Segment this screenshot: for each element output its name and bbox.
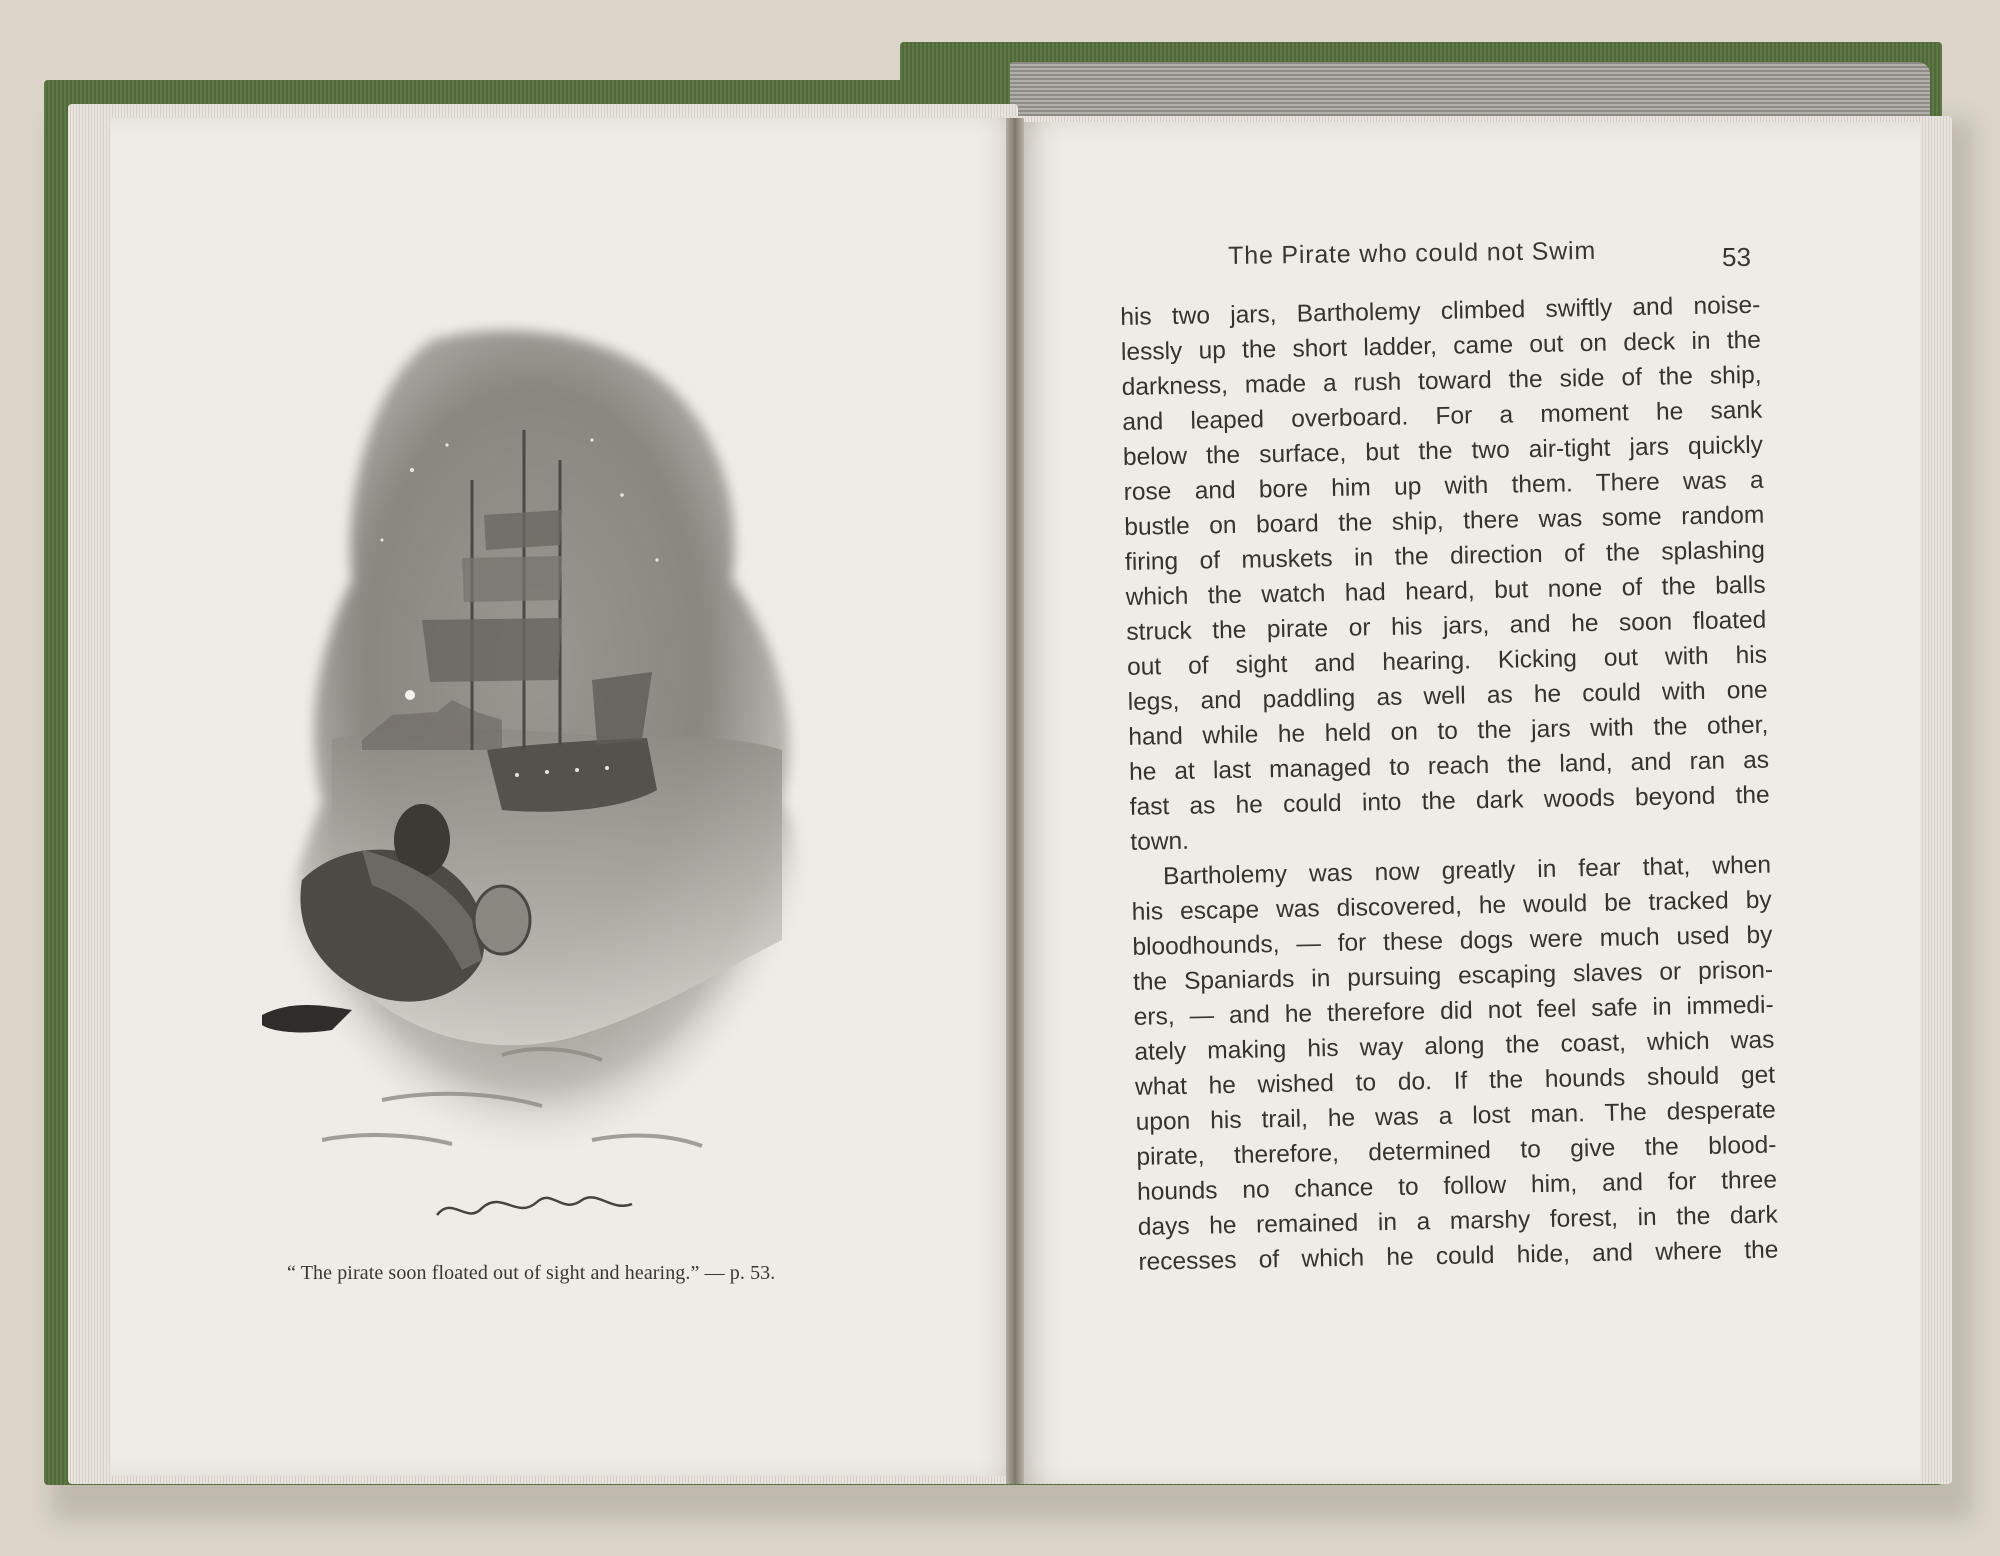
text-line: recesses of which he could hide, and where the bbox=[1138, 1236, 1779, 1276]
text-line: his escape was discovered, he would be tracked by bbox=[1131, 886, 1772, 926]
text-line: and leaped overboard. For a moment he sank bbox=[1122, 396, 1763, 436]
text-line: the Spaniards in pursuing escaping slaves or prison- bbox=[1132, 956, 1774, 996]
page-number: 53 bbox=[1722, 242, 1751, 272]
book-gutter bbox=[1006, 118, 1024, 1484]
text-line: what he wished to do. If the hounds should get bbox=[1134, 1061, 1776, 1101]
text-line: hand while he held on to the jars with the other, bbox=[1128, 711, 1769, 751]
illustration-caption: “ The pirate soon floated out of sight and hearing.” — p. 53. bbox=[287, 1262, 776, 1284]
text-line: struck the pirate or his jars, and he soon floated bbox=[1126, 606, 1767, 646]
text-line: pirate, therefore, determined to give the blood- bbox=[1136, 1131, 1777, 1171]
text-line: hounds no chance to follow him, and for three bbox=[1136, 1166, 1778, 1206]
running-head: The Pirate who could not Swim bbox=[1228, 236, 1597, 270]
paragraph-2 bbox=[1131, 848, 1779, 1280]
page-block-top-edge bbox=[1010, 62, 1930, 120]
text-line: fast as he could into the dark woods beyond the bbox=[1129, 781, 1770, 821]
body-text bbox=[1120, 288, 1779, 1280]
text-line: he at last managed to reach the land, and ran as bbox=[1128, 746, 1770, 786]
text-line: which the watch had heard, but none of the balls bbox=[1125, 571, 1766, 611]
text-line: lessly up the short ladder, came out on deck in the bbox=[1120, 326, 1762, 366]
text-line: his two jars, Bartholemy climbed swiftly and noise- bbox=[1120, 291, 1761, 331]
text-line: bustle on board the ship, there was some random bbox=[1124, 501, 1765, 541]
text-line: town. bbox=[1130, 827, 1190, 856]
text-line: ately making his way along the coast, which was bbox=[1134, 1026, 1775, 1066]
text-line: upon his trail, he was a lost man. The desperate bbox=[1135, 1096, 1776, 1136]
text-line: below the surface, but the two air-tight jars quickly bbox=[1122, 431, 1764, 471]
artist-signature-icon bbox=[437, 1197, 632, 1215]
paragraph-1 bbox=[1120, 288, 1771, 860]
text-line: rose and bore him up with them. There was a bbox=[1123, 466, 1764, 506]
text-line: firing of muskets in the direction of the splashing bbox=[1124, 536, 1766, 576]
text-line: darkness, made a rush toward the side of the ship, bbox=[1121, 361, 1762, 401]
text-line: legs, and paddling as well as he could with one bbox=[1127, 676, 1768, 716]
ship-and-swimmer-illustration-icon bbox=[262, 320, 822, 1256]
text-line: bloodhounds, — for these dogs were much used by bbox=[1132, 921, 1773, 961]
text-line: out of sight and hearing. Kicking out with his bbox=[1126, 641, 1768, 681]
text-line: ers, — and he therefore did not feel safe in immedi- bbox=[1133, 991, 1774, 1031]
text-line: Bartholemy was now greatly in fear that, when bbox=[1162, 851, 1772, 891]
text-line: days he remained in a marshy forest, in the dark bbox=[1137, 1201, 1778, 1241]
